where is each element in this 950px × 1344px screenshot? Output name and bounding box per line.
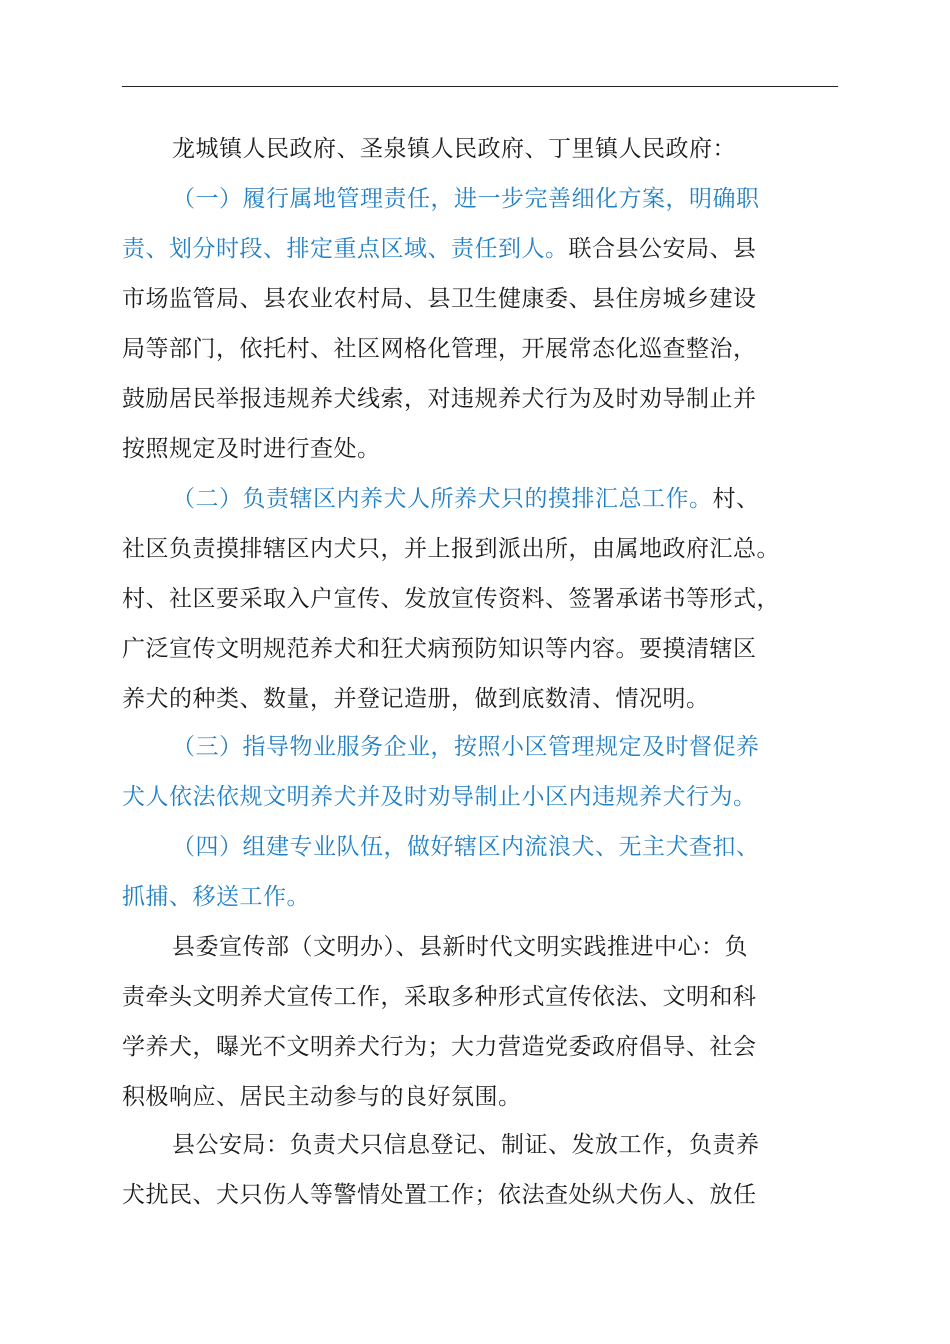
header-rule (122, 86, 838, 87)
text-segment: 抓捕、移送工作。 (122, 884, 310, 910)
paragraph-5-line (122, 1072, 522, 1122)
text-segment: （四）组建专业队伍，做好辖区内流浪犬、无主犬查扣、 (172, 834, 760, 860)
text-segment: 养犬的种类、数量，并登记造册，做到底数清、情况明。 (122, 686, 710, 712)
paragraph-4-line (122, 872, 310, 922)
paragraph-1-line (122, 324, 757, 374)
paragraph-5-heading-line (172, 922, 748, 972)
text-segment: （三）指导物业服务企业，按照小区管理规定及时督促养 (172, 734, 760, 760)
paragraph-1-line (122, 224, 757, 274)
text-segment: 联合县公安局、县 (568, 236, 757, 262)
text-segment: 广泛宣传文明规范养犬和狂犬病预防知识等内容。要摸清辖区 (122, 636, 757, 662)
text-segment: 鼓励居民举报违规养犬线索，对违规养犬行为及时劝导制止并 (122, 386, 757, 412)
paragraph-1-line (122, 274, 757, 324)
text-segment: 县公安局：负责犬只信息登记、制证、发放工作，负责养 (172, 1132, 760, 1158)
text-segment: 学养犬，曝光不文明养犬行为；大力营造党委政府倡导、社会 (122, 1034, 757, 1060)
paragraph-2-line (122, 524, 780, 574)
text-segment: 按照规定及时进行查处。 (122, 436, 381, 462)
text-segment: 村、社区要采取入户宣传、发放宣传资料、签署承诺书等形式， (122, 586, 780, 612)
paragraph-2-heading-line (172, 474, 760, 524)
paragraph-6-line (122, 1170, 757, 1220)
text-segment: 责牵头文明养犬宣传工作，采取多种形式宣传依法、文明和科 (122, 984, 757, 1010)
addressee-line (172, 124, 736, 174)
text-segment: 局等部门，依托村、社区网格化管理，开展常态化巡查整治， (122, 336, 757, 362)
paragraph-3-heading-line (172, 722, 760, 772)
text-segment: 市场监管局、县农业农村局、县卫生健康委、县住房城乡建设 (122, 286, 757, 312)
text-segment: 龙城镇人民政府、圣泉镇人民政府、丁里镇人民政府： (172, 136, 736, 162)
paragraph-5-line (122, 972, 757, 1022)
text-segment: 县委宣传部（文明办）、县新时代文明实践推进中心：负 (172, 934, 748, 960)
paragraph-2-line (122, 574, 780, 624)
paragraph-1-heading-line (172, 174, 760, 224)
text-segment: 社区负责摸排辖区内犬只，并上报到派出所，由属地政府汇总。 (122, 536, 780, 562)
text-segment: 犬人依法依规文明养犬并及时劝导制止小区内违规养犬行为。 (122, 784, 757, 810)
text-segment: （一）履行属地管理责任，进一步完善细化方案，明确职 (172, 186, 760, 212)
text-segment: 犬扰民、犬只伤人等警情处置工作；依法查处纵犬伤人、放任 (122, 1182, 757, 1208)
paragraph-2-line (122, 674, 710, 724)
paragraph-6-heading-line (172, 1120, 760, 1170)
text-segment: 责、划分时段、排定重点区域、责任到人。 (122, 236, 569, 262)
paragraph-3-line (122, 772, 757, 822)
paragraph-1-line (122, 374, 757, 424)
paragraph-5-line (122, 1022, 757, 1072)
paragraph-4-heading-line (172, 822, 760, 872)
paragraph-2-line (122, 624, 757, 674)
text-segment: 积极响应、居民主动参与的良好氛围。 (122, 1084, 522, 1110)
paragraph-1-line (122, 424, 381, 474)
text-segment: （二）负责辖区内养犬人所养犬只的摸排汇总工作。 (172, 486, 713, 512)
text-segment: 村、 (712, 486, 760, 512)
